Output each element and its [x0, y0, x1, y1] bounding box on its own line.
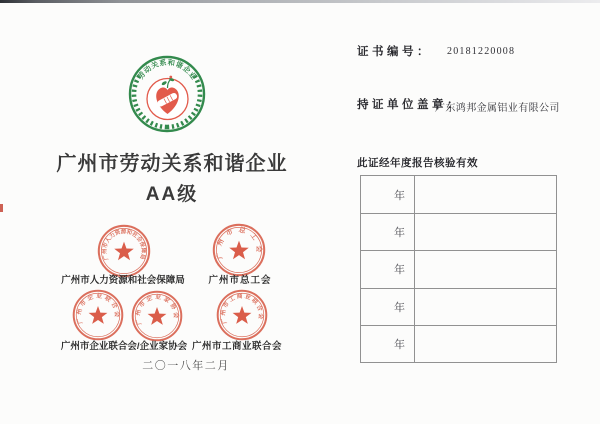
- seal-enterprise-federation: [71, 288, 125, 342]
- star-icon: [233, 306, 252, 324]
- year-cell: 年: [361, 289, 415, 325]
- year-cell: 年: [361, 176, 415, 213]
- seal-arc-text: 广州市人力资源和社会保障局: [102, 229, 146, 261]
- scan-top-edge: [0, 0, 600, 3]
- verification-entry-cell: [415, 326, 556, 362]
- annual-verification-table: [360, 175, 557, 363]
- star-icon: [148, 307, 167, 325]
- scan-artifact: [0, 204, 3, 212]
- star-icon: [229, 241, 249, 260]
- seal-caption-industry-commerce: 广州市工商业联合会: [191, 341, 283, 352]
- verification-entry-cell: [415, 251, 556, 287]
- table-row: [361, 325, 556, 362]
- sprout-blossom: [169, 76, 172, 79]
- table-row: [361, 213, 556, 250]
- holder-label: 持证单位盖章：: [357, 99, 462, 111]
- holder-company-name: 广东鸿邦金属铝业有限公司: [435, 103, 560, 114]
- table-row: [361, 250, 556, 287]
- seal-caption-enterprise-federation: 广州市企业联合会/企业家协会: [60, 341, 188, 352]
- grade-label: AA级: [145, 184, 199, 205]
- seal-caption-trade-union: 广州市总工会: [208, 275, 272, 286]
- seal-arc-text: 广州市企业联合会: [76, 293, 120, 325]
- annual-verification-heading: 此证经年度报告核验有效: [357, 157, 478, 169]
- seal-arc-text: 广州市企业家协会: [135, 294, 179, 326]
- seal-trade-union: [211, 222, 267, 278]
- table-row: [361, 288, 556, 325]
- verification-entry-cell: [415, 214, 556, 250]
- verification-entry-cell: [415, 289, 556, 325]
- harmony-emblem-icon: [127, 54, 207, 134]
- year-cell: 年: [361, 251, 415, 287]
- star-icon: [114, 242, 134, 261]
- cert-number-value: 20181220008: [447, 46, 516, 57]
- certificate-title: 广州市劳动关系和谐企业: [56, 153, 288, 175]
- year-cell: 年: [361, 214, 415, 250]
- table-row: [361, 176, 556, 213]
- seal-caption-hr-bureau: 广州市人力资源和社会保障局: [61, 275, 185, 286]
- seal-industry-commerce-federation: [215, 288, 269, 342]
- seal-entrepreneurs-association: [130, 289, 184, 343]
- seal-arc-text: 广州市总工会: [215, 226, 263, 260]
- seal-arc-text: 广州市工商业联合会: [220, 293, 264, 325]
- issue-date: 二〇一八年二月: [142, 360, 230, 372]
- seal-hr-bureau: [96, 223, 152, 279]
- star-icon: [89, 306, 108, 324]
- verification-entry-cell: [415, 176, 556, 213]
- cert-number-label: 证书编号：: [357, 46, 432, 58]
- emblem-arc-text: 劳动关系和谐企业: [135, 57, 199, 82]
- harmony-emblem: [127, 54, 207, 134]
- year-cell: 年: [361, 326, 415, 362]
